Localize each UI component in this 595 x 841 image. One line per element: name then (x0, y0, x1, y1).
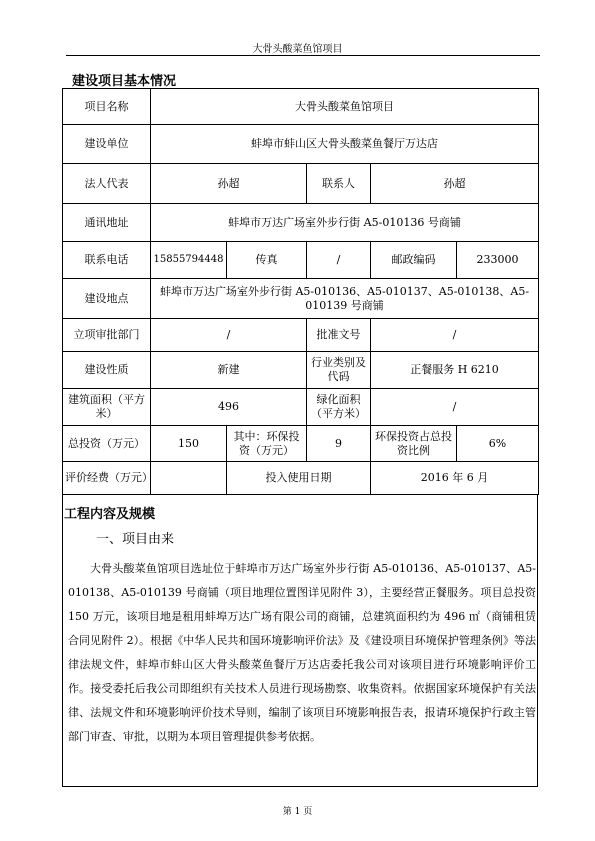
value-cell: 15855794448 (151, 242, 227, 279)
label-cell: 传真 (227, 242, 307, 279)
table-row (63, 279, 539, 319)
label-cell: 评价经费（万元） (63, 462, 151, 495)
label-cell: 建筑面积（平方米） (63, 389, 151, 426)
value-cell: 496 (151, 389, 307, 426)
table-row (63, 242, 539, 279)
header-rule (66, 55, 540, 56)
value-cell: / (371, 389, 539, 426)
label-cell: 联系电话 (63, 242, 151, 279)
section-title-basic-info: 建设项目基本情况 (72, 74, 177, 89)
value-cell: 2016 年 6 月 (371, 462, 539, 495)
value-cell: 大骨头酸菜鱼馆项目 (151, 89, 539, 125)
value-cell: / (307, 242, 371, 279)
value-cell: 蚌埠市万达广场室外步行街 A5-010136 号商铺 (151, 204, 539, 242)
table-row (63, 125, 539, 164)
table-row (63, 164, 539, 204)
label-cell: 建设性质 (63, 352, 151, 389)
table-row (63, 319, 539, 352)
label-cell: 项目名称 (63, 89, 151, 125)
value-cell: 蚌埠市万达广场室外步行街 A5-010136、A5-010137、A5-010138、A5-010139 号商铺 (151, 279, 539, 319)
label-cell: 绿化面积（平方米） (307, 389, 371, 426)
value-cell: 6% (457, 426, 539, 462)
label-cell: 行业类别及代码 (307, 352, 371, 389)
label-cell: 总投资（万元） (63, 426, 151, 462)
value-cell: 孙超 (151, 164, 307, 204)
section-title-scope: 工程内容及规模 (64, 507, 156, 522)
label-cell: 环保投资占总投资比例 (371, 426, 457, 462)
label-cell: 联系人 (307, 164, 371, 204)
table-row (63, 426, 539, 462)
table-row (63, 204, 539, 242)
table-row (63, 352, 539, 389)
value-cell: / (151, 319, 307, 352)
value-cell: 孙超 (371, 164, 539, 204)
label-cell: 其中：环保投资（万元） (227, 426, 307, 462)
running-header: 大骨头酸菜鱼馆项目 (252, 44, 343, 55)
basic-info-table (62, 88, 539, 495)
value-cell: 233000 (457, 242, 539, 279)
table-row (63, 389, 539, 426)
value-cell: 蚌埠市蚌山区大骨头酸菜鱼餐厅万达店 (151, 125, 539, 164)
subheading-origin: 一、项目由来 (96, 532, 175, 547)
label-cell: 批准文号 (307, 319, 371, 352)
label-cell: 投入使用日期 (227, 462, 371, 495)
value-cell: 新建 (151, 352, 307, 389)
label-cell: 法人代表 (63, 164, 151, 204)
label-cell: 建设单位 (63, 125, 151, 164)
value-cell: / (371, 319, 539, 352)
label-cell: 邮政编码 (371, 242, 457, 279)
label-cell: 通讯地址 (63, 204, 151, 242)
value-cell: 9 (307, 426, 371, 462)
label-cell: 立项审批部门 (63, 319, 151, 352)
body-paragraph: 大骨头酸菜鱼馆项目选址位于蚌埠市万达广场室外步行街 A5-010136、A5-010137、A5-010138、A5-010139 号商铺（项目地理位置图详见附件 3），主要经营正餐服务。项目总投资 150 万元，该项目地是租用蚌埠万达广场有限公司的商铺，总建筑面积约为 496 ㎡（商铺租赁合同见附件 2）。根据《中华人民共和国环境影响评价法》及《建设项目环境保护管理条例》等法律法规文件，蚌埠市蚌山区大骨头酸菜鱼餐厅万达店委托我公司对该项目进行环境影响评价工作。接受委托后我公司即组织有关技术人员进行现场勘察、收集资料。依据国家环境保护有关法律、法规文件和环境影响评价技术导则，编制了该项目环境影响报告表，报请环境保护行政主管部门审查、审批，以期为本项目管理提供参考依据。 (68, 562, 536, 743)
table-row (63, 89, 539, 125)
label-cell: 建设地点 (63, 279, 151, 319)
value-cell (151, 462, 227, 495)
value-cell: 150 (151, 426, 227, 462)
table-row (63, 462, 539, 495)
value-cell: 正餐服务 H 6210 (371, 352, 539, 389)
page-number: 第 1 页 (282, 807, 313, 817)
